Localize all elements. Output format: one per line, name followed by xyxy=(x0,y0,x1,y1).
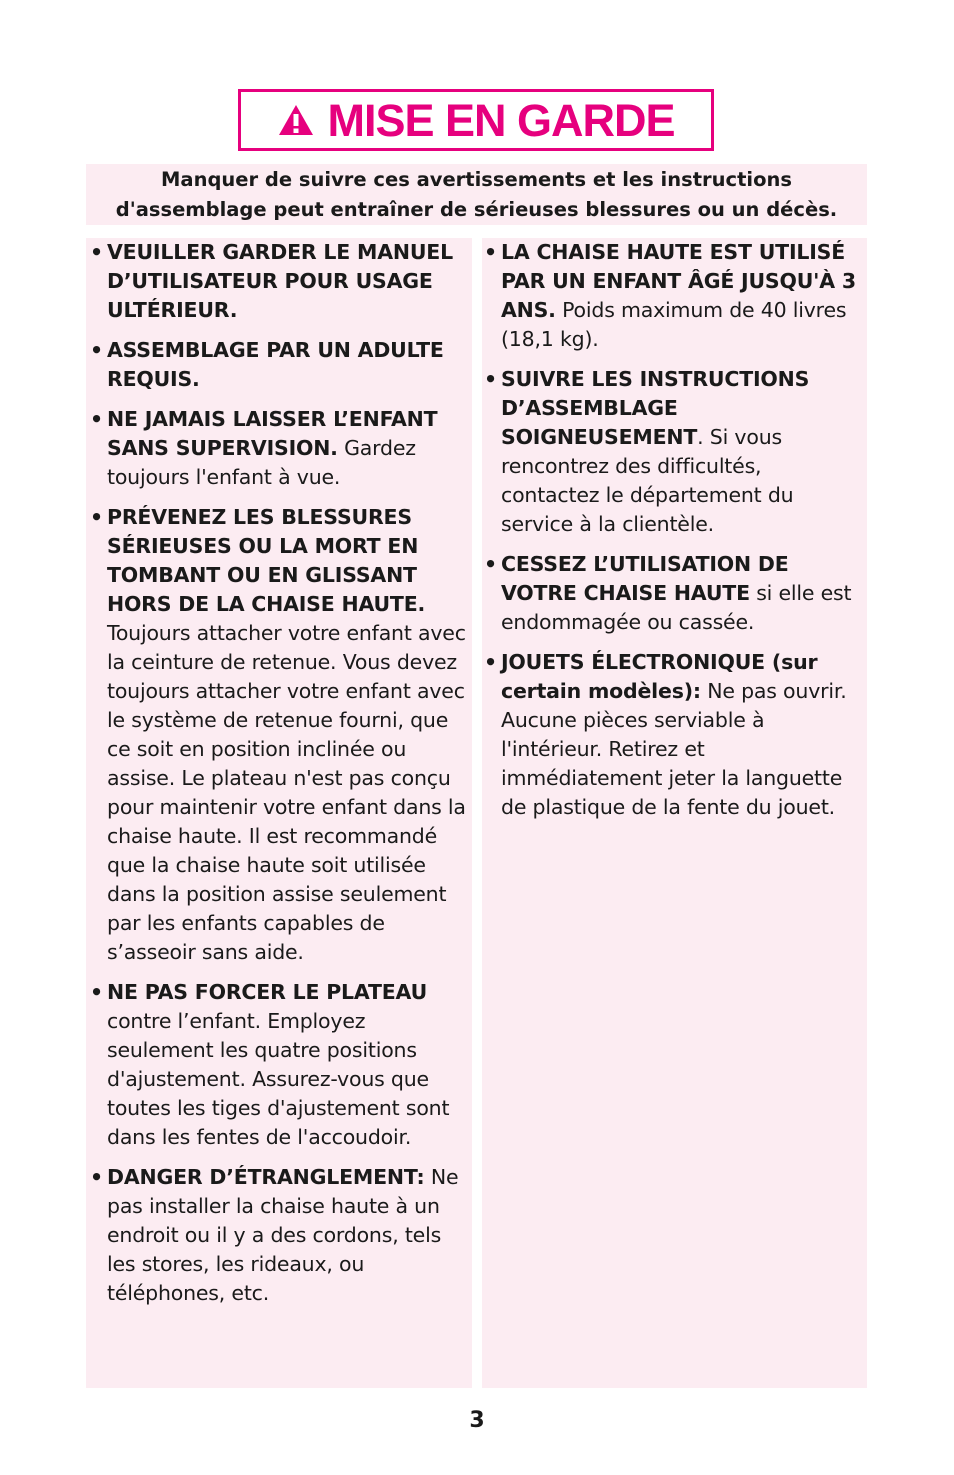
bullet: • xyxy=(90,980,103,1004)
left-warning-column xyxy=(86,238,472,1388)
warning-item xyxy=(484,238,863,354)
warning-triangle-icon xyxy=(277,103,315,137)
warning-item xyxy=(484,648,863,822)
warning-heading: LA CHAISE HAUTE EST UTILISÉ PAR UN ENFANT ÂGÉ JUSQU'À 3 ANS. xyxy=(501,240,856,322)
bullet: • xyxy=(90,240,103,264)
page-number: 3 xyxy=(469,1408,485,1433)
bullet: • xyxy=(90,338,103,362)
warning-title-box xyxy=(238,89,714,151)
warning-item xyxy=(90,978,468,1152)
bullet: • xyxy=(90,1165,103,1189)
warning-item xyxy=(90,405,468,492)
warning-heading: NE PAS FORCER LE PLATEAU xyxy=(107,980,428,1004)
warning-body: Ne pas installer la chaise haute à un endroit ou il y a des cordons, tels les stores, les rideaux, ou téléphones, etc. xyxy=(107,1165,459,1305)
warning-heading: SUIVRE LES INSTRUCTIONS D’ASSEMBLAGE SOIGNEUSEMENT xyxy=(501,367,810,449)
bullet: • xyxy=(90,505,103,529)
right-warning-column xyxy=(482,238,867,1388)
warning-body: Ne pas ouvrir. Aucune pièces serviable à l'intérieur. Retirez et immédiatement jeter la languette de plastique de la fente du jouet. xyxy=(501,679,847,819)
warning-item xyxy=(90,503,468,967)
warning-heading: CESSEZ L’UTILISATION DE VOTRE CHAISE HAUTE xyxy=(501,552,789,605)
bullet: • xyxy=(484,367,497,391)
warning-body: Poids maximum de 40 livres (18,1 kg). xyxy=(501,298,847,351)
warning-item xyxy=(484,550,863,637)
warning-body: si elle est endommagée ou cassée. xyxy=(501,581,852,634)
bullet: • xyxy=(484,650,497,674)
warning-heading: VEUILLER GARDER LE MANUEL D’UTILISATEUR POUR USAGE ULTÉRIEUR. xyxy=(107,240,453,322)
intro-line-1: Manquer de suivre ces avertissements et les instructions xyxy=(161,167,792,191)
warning-body: Gardez toujours l'enfant à vue. xyxy=(107,436,416,489)
bullet: • xyxy=(90,407,103,431)
warning-item xyxy=(90,1163,468,1308)
warning-body: . Si vous rencontrez des difficultés, contactez le département du service à la clientèle. xyxy=(501,425,794,536)
warning-heading: JOUETS ÉLECTRONIQUE (sur certain modèles): xyxy=(501,650,818,703)
warning-title: MISE EN GARDE xyxy=(327,94,675,146)
warning-heading: DANGER D’ÉTRANGLEMENT: xyxy=(107,1165,425,1189)
warning-item xyxy=(484,365,863,539)
warning-item xyxy=(90,336,468,394)
bullet: • xyxy=(484,552,497,576)
warning-heading: NE JAMAIS LAISSER L’ENFANT SANS SUPERVISION. xyxy=(107,407,438,460)
warning-body: contre l’enfant. Employez seulement les quatre positions d'ajustement. Assurez-vous que toutes les tiges d'ajustement sont dans les fentes de l'accoudoir. xyxy=(107,1009,450,1149)
intro-warning-panel xyxy=(86,164,867,225)
bullet: • xyxy=(484,240,497,264)
warning-heading: PRÉVENEZ LES BLESSURES SÉRIEUSES OU LA MORT EN TOMBANT OU EN GLISSANT HORS DE LA CHAISE HAUTE. xyxy=(107,505,426,616)
intro-warning-text xyxy=(116,165,837,225)
warning-body: Toujours attacher votre enfant avec la ceinture de retenue. Vous devez toujours attacher votre enfant avec le système de retenue fourni, que ce soit en position inclinée ou assise. Le plateau n'est pas conçu pour maintenir votre enfant dans la chaise haute. Il est recommandé que la chaise haute soit utilisée dans la position assise seulement par les enfants capables de s’asseoir sans aide. xyxy=(107,621,466,964)
warning-heading: ASSEMBLAGE PAR UN ADULTE REQUIS. xyxy=(107,338,444,391)
intro-line-2: d'assemblage peut entraîner de sérieuses blessures ou un décès. xyxy=(115,197,838,221)
warning-item xyxy=(90,238,468,325)
